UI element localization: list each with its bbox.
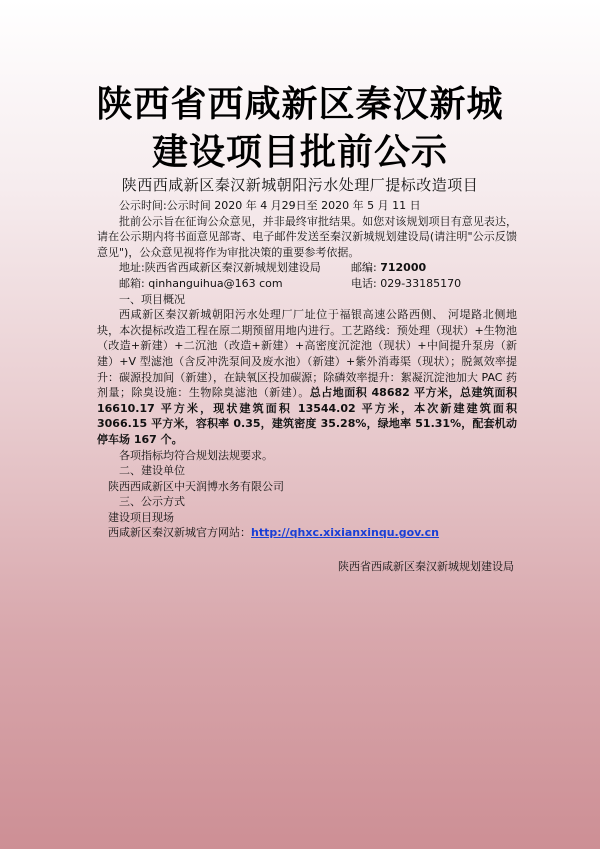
section-3-heading: 三、公示方式 <box>119 495 185 509</box>
email-group <box>97 276 351 292</box>
phone-group <box>351 276 461 292</box>
notice-body <box>97 198 517 541</box>
contact-row <box>97 276 517 292</box>
section-2-heading: 二、建设单位 <box>119 464 185 478</box>
phone-label: 电话: <box>351 276 377 290</box>
website-line <box>97 525 517 541</box>
intro-paragraph: 批前公示旨在征询公众意见，并非最终审批结果。如您对该规划项目有意见表达，请在公示期内将书面意见部寄、电子邮件发送至秦汉新城规划建设局(请注明"公示反馈意见")，公众意见视将作为审批决策的重要参考依据。 <box>97 214 517 259</box>
address: 地址:陕西省西咸新区秦汉新城规划建设局 <box>119 261 321 275</box>
builder-name: 陕西西咸新区中天润博水务有限公司 <box>108 479 284 493</box>
postcode-value: 712000 <box>380 261 427 275</box>
email-label: 邮箱: <box>119 276 145 290</box>
overview-metrics: 总占地面积 48682 平方米，总建筑面积 16610.17 平方米，现状建筑面积 13544.02 平方米，本次新建建筑面积 3066.15 平方米，容积率 0.35，建筑密度 35.28%，绿地率 51.31%，配套机动停车场 167 个。 <box>97 386 517 446</box>
overview-text: 西咸新区秦汉新城朝阳污水处理厂厂址位于福银高速公路西侧、 河堤路北侧地块，本次提标改造工程在原二期预留用地内进行。工艺路线：预处理（现状）+生物池（改造+新建）+二沉池（改造+新建）+高密度沉淀池（现状）+中间提升泵房（新建）+V 型滤池（含反冲洗泵间及废水池）（新建）+紫外消毒渠（现状）；脱氮效率提升：碳源投加间（新建），在缺氧区投加碳源；除磷效率提升：絮凝沉淀池加大 PAC 药剂量；除臭设施：生物除臭滤池（新建）。 <box>97 308 517 400</box>
website-label: 西咸新区秦汉新城官方网站： <box>108 526 251 540</box>
website-link[interactable]: http://qhxc.xixianxinqu.gov.cn <box>251 526 439 540</box>
phone-value: 029-33185170 <box>380 276 462 290</box>
section-1-heading: 一、项目概况 <box>119 292 185 306</box>
issuer-signature: 陕西省西咸新区秦汉新城规划建设局 <box>338 560 514 573</box>
postcode-label: 邮编: <box>351 261 377 275</box>
project-subtitle: 陕西西咸新区秦汉新城朝阳污水处理厂提标改造项目 <box>121 176 479 194</box>
address-row <box>97 260 517 276</box>
title-line-1: 陕西省西咸新区秦汉新城 <box>96 84 504 125</box>
publicity-time: 公示时间:公示时间 2020 年 4 月29日至 2020 年 5 月 11 日 <box>119 199 421 212</box>
compliance-statement: 各项指标均符合规划法规要求。 <box>119 448 273 462</box>
postcode-group <box>351 260 426 276</box>
email-value[interactable]: qinhanguihua@163 com <box>148 276 283 290</box>
overview-paragraph <box>97 307 517 447</box>
method-site: 建设项目现场 <box>108 510 174 524</box>
title-line-2: 建设项目批前公示 <box>151 132 448 173</box>
